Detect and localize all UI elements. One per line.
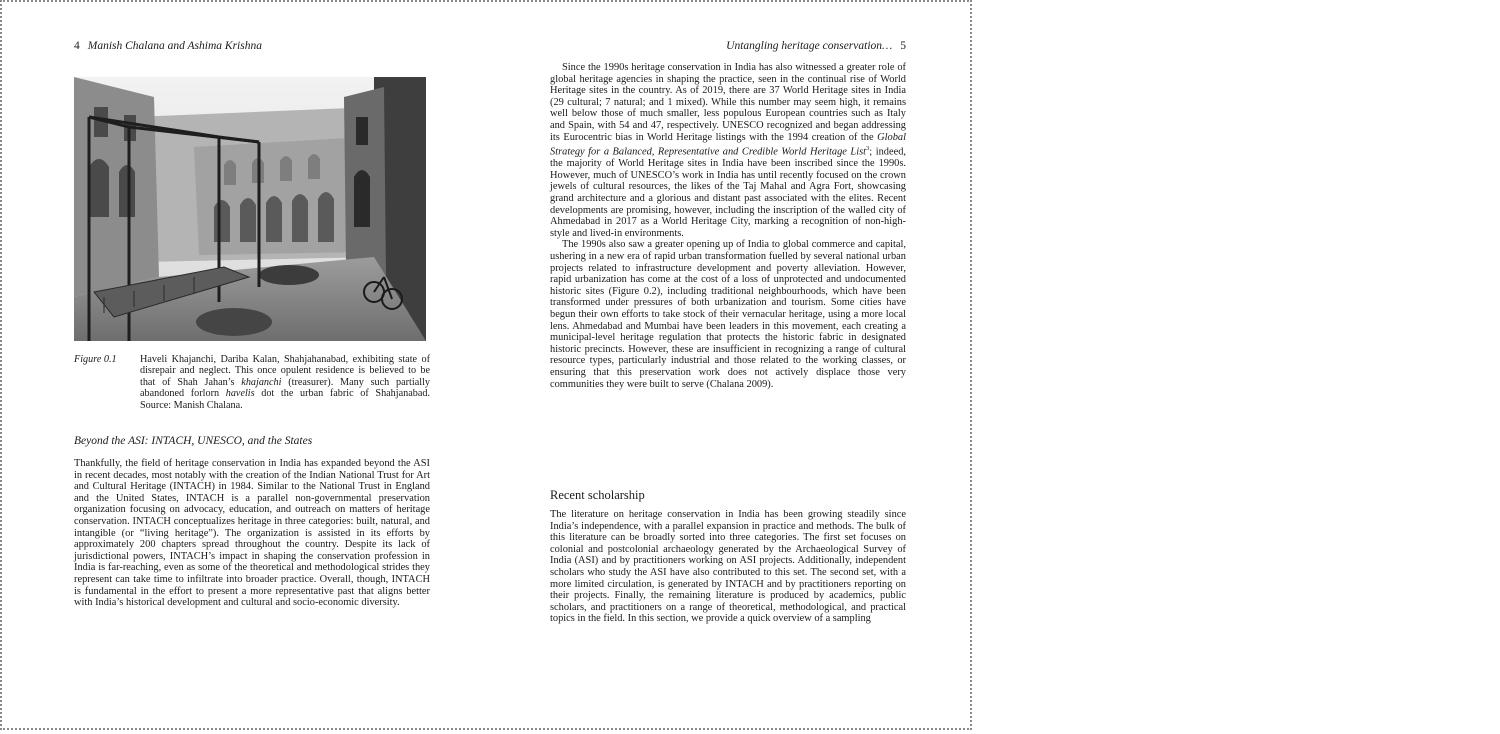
right-body-text-bottom xyxy=(550,509,906,625)
running-head-authors: Manish Chalana and Ashima Krishna xyxy=(87,40,262,52)
caption-italic-term: havelis xyxy=(225,388,255,400)
caption-part: (treasurer). Many such partially abandoned forlorn xyxy=(140,376,430,400)
left-body-text xyxy=(74,458,430,609)
paragraph: The literature on heritage conservation in India has been growing steadily since India’s independence, with a parallel expansion in practice and methods. The bulk of this literature can be broadly sorted into three categories. The first set focuses on colonial and postcolonial archaeology generated by the Archaeological Survey of India (ASI) and by practitioners working on ASI projects. Additionally, independent scholars who study the ASI have also contributed to this set. The second set, with a more limited circulation, is generated by INTACH and by practitioners reporting on their projects. Finally, the remaining literature is produced by academics, public scholars, and practitioners on a range of theoretical, methodological, and practical topics in the field. In this section, we provide a quick overview of a sampling xyxy=(550,509,906,625)
italic-title-global-strategy: Global Strategy for a Balanced, Representative and Credible World Heritage List xyxy=(550,131,906,158)
haveli-photo-illustration xyxy=(74,77,426,341)
figure-caption xyxy=(74,354,430,411)
paragraph-part: Since the 1990s heritage conservation in India has also witnessed a greater role of global heritage agencies in shaping the practice, seen in the continual rise of World Heritage sites in the country. As of 2019, there are 37 World Heritage sites in India (29 cultural; 7 natural; and 1 mixed). While this number may seem high, it remains well below those of much smaller, less populous European countries such as Italy and Spain, with 54 and 47, respectively. UNESCO recognized and began addressing its Eurocentric bias in World Heritage listings with the 1994 creation of the xyxy=(550,62,906,143)
paragraph: Thankfully, the field of heritage conservation in India has expanded beyond the ASI in recent decades, most notably with the creation of the Indian National Trust for Art and Cultural Heritage (INTACH) in 1984. Similar to the National Trust in England and the United States, INTACH is a parallel non-governmental preservation organization focusing on advocacy, education, and outreach on matters of heritage conservation. INTACH conceptualizes heritage in three categories: built, natural, and intangible (or “living heritage”). The organization is assisted in its efforts by approximately 200 chapters spread throughout the country. Despite its lack of jurisdictional powers, INTACH’s impact in shaping the conservation profession in India is far-reaching, even as some of the theoretical and methodological strides they represent can take time to infiltrate into broader practice. Overall, though, INTACH is fundamental in the effort to present a more representative past that aligns better with India’s historical development and cultural and socio-economic diversity. xyxy=(74,458,430,609)
caption-italic-term: khajanchi xyxy=(241,376,282,388)
paragraph: The 1990s also saw a greater opening up of India to global commerce and capital, ushering in a new era of rapid urban transformation fuelled by several national urban projects related to infrastructure development and poverty alleviation. However, rapid urbanization has come at the cost of a loss of unprotected and undocumented historic sites (Figure 0.2), including traditional neighbourhoods, which have been transformed under pressures of both urbanization and tourism. Some cities have begun their own efforts to take stock of their vernacular heritage, using a more local lens. Ahmedabad and Mumbai have been leaders in this movement, each creating a municipal-level heritage regulation that protects the historic fabric in designated historic precincts. However, these are insufficient in recognizing a range of cultural resource types, particularly industrial and those related to the working classes, or ensuring that this preservation work does not actively displace those very communities they were built to serve (Chalana 2009). xyxy=(550,239,906,390)
section-heading-recent-scholarship: Recent scholarship xyxy=(550,488,645,502)
paragraph xyxy=(550,62,906,239)
right-page xyxy=(550,2,906,728)
page-number-right: 5 xyxy=(900,40,906,52)
running-head-left xyxy=(74,40,430,52)
caption-text xyxy=(140,354,430,411)
caption-part: dot the urban fabric of Shahjanabad. Source: Manish Chalana. xyxy=(140,388,431,411)
figure-label: Figure 0.1 xyxy=(74,354,117,365)
figure-photo-haveli xyxy=(74,77,426,341)
right-body-text-top xyxy=(550,62,906,390)
left-page xyxy=(74,2,430,728)
running-head-title: Untangling heritage conservation… xyxy=(726,40,893,52)
section-heading-asi: Beyond the ASI: INTACH, UNESCO, and the States xyxy=(74,435,313,447)
page-number-left: 4 xyxy=(74,40,80,52)
running-head-right xyxy=(550,40,906,52)
footnote-marker[interactable]: 3 xyxy=(866,145,870,153)
paragraph-part: ; indeed, the majority of World Heritage sites in India have been inscribed since the 1990s. However, much of UNESCO’s work in India has until recently focused on the crown jewels of cultural resources, the likes of the Taj Mahal and Agra Fort, showcasing grand architecture and a glorious and distant past associated with the elites. Recent developments are promising, however, including the inscription of the walled city of Ahmedabad in 2017 as a World Heritage City, marking a recognition of non-high-style and lived-in environments. xyxy=(550,146,906,239)
caption-part: Haveli Khajanchi, Dariba Kalan, Shahjahanabad, exhibiting state of disrepair and neglect. This once opulent residence is believed to be that of Shah Jahan’s xyxy=(140,354,430,388)
